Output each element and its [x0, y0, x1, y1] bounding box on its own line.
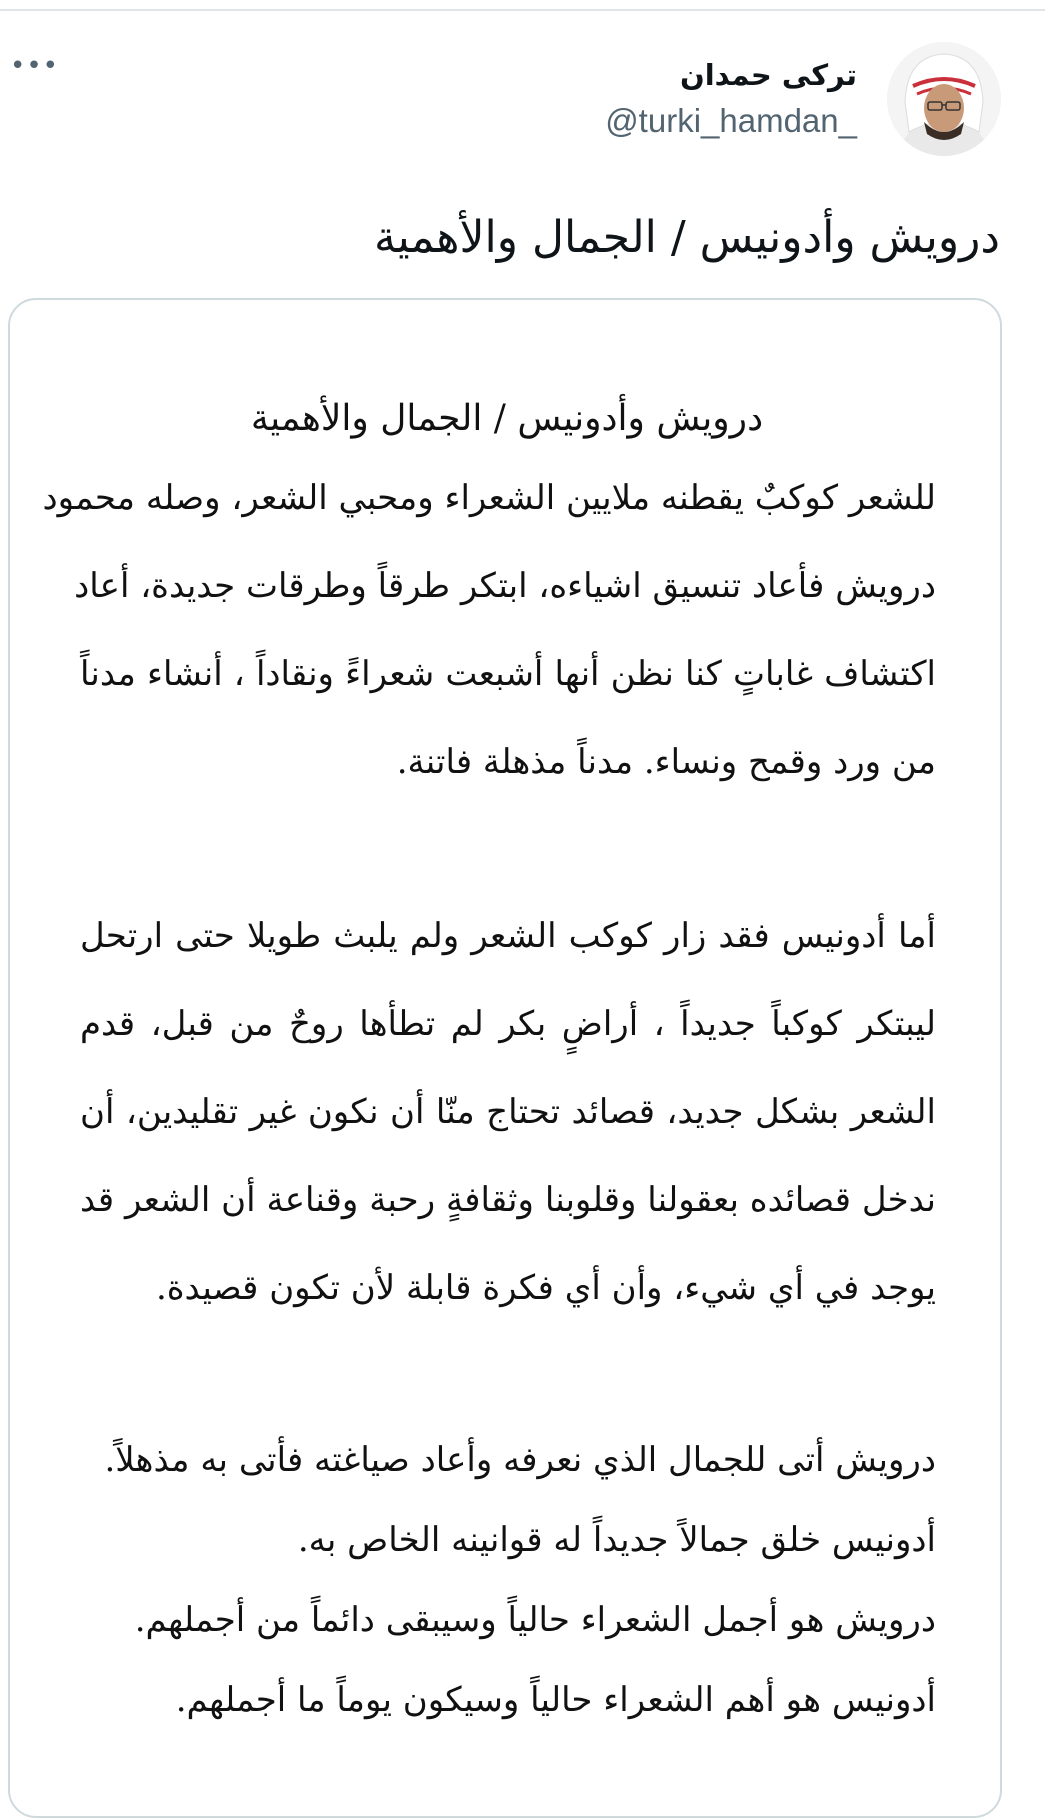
document-line: أدونيس خلق جمالاً جديداً له قوانينه الخاص به.: [297, 1520, 936, 1560]
document-line: درويش أتى للجمال الذي نعرفه وأعاد صياغته فأتى به مذهلاً.: [104, 1440, 936, 1480]
document-line: من ورد وقمح ونساء. مدناً مذهلة فاتنة.: [396, 742, 936, 782]
document-line: اكتشاف غاباتٍ كنا نظن أنها أشبعت شعراءً ونقاداً ، أنشاء مدناً: [80, 654, 936, 694]
document-line: ليبتكر كوكباً جديداً ، أراضٍ بكر لم تطأها روحٌ من قبل، قدم: [80, 1004, 936, 1044]
avatar[interactable]: [887, 42, 1001, 156]
top-divider: [0, 9, 1045, 11]
document-line: ندخل قصائده بعقولنا وقلوبنا وثقافةٍ رحبة وقناعة أن الشعر قد: [80, 1180, 936, 1220]
document-line: درويش هو أجمل الشعراء حالياً وسيبقى دائماً من أجملهم.: [134, 1600, 936, 1640]
document-image: [10, 300, 1002, 1818]
author-handle[interactable]: @turki_hamdan_: [605, 102, 857, 139]
more-options-button[interactable]: [10, 51, 60, 84]
document-line: أدونيس هو أهم الشعراء حالياً وسيكون يوماً ما أجملهم.: [175, 1680, 936, 1720]
more-icon: •••: [10, 51, 60, 81]
document-title: درويش وأدونيس / الجمال والأهمية: [250, 398, 764, 439]
document-line: للشعر كوكبٌ يقطنه ملايين الشعراء ومحبي الشعر، وصله محمود: [42, 478, 936, 518]
avatar-image: [887, 42, 1001, 156]
document-line: درويش فأعاد تنسيق اشياءه، ابتكر طرقاً وطرقات جديدة، أعاد: [74, 566, 936, 606]
author-display-name[interactable]: تركى حمدان: [679, 58, 857, 92]
tweet-text: درويش وأدونيس / الجمال والأهمية: [373, 212, 1000, 263]
document-line: يوجد في أي شيء، وأن أي فكرة قابلة لأن تكون قصيدة.: [155, 1268, 936, 1308]
tweet-media-card[interactable]: [8, 298, 1002, 1818]
document-line: أما أدونيس فقد زار كوكب الشعر ولم يلبث طويلا حتى ارتحل: [80, 916, 936, 956]
document-line: الشعر بشكل جديد، قصائد تحتاج منّا أن نكون غير تقليدين، أن: [80, 1092, 936, 1132]
